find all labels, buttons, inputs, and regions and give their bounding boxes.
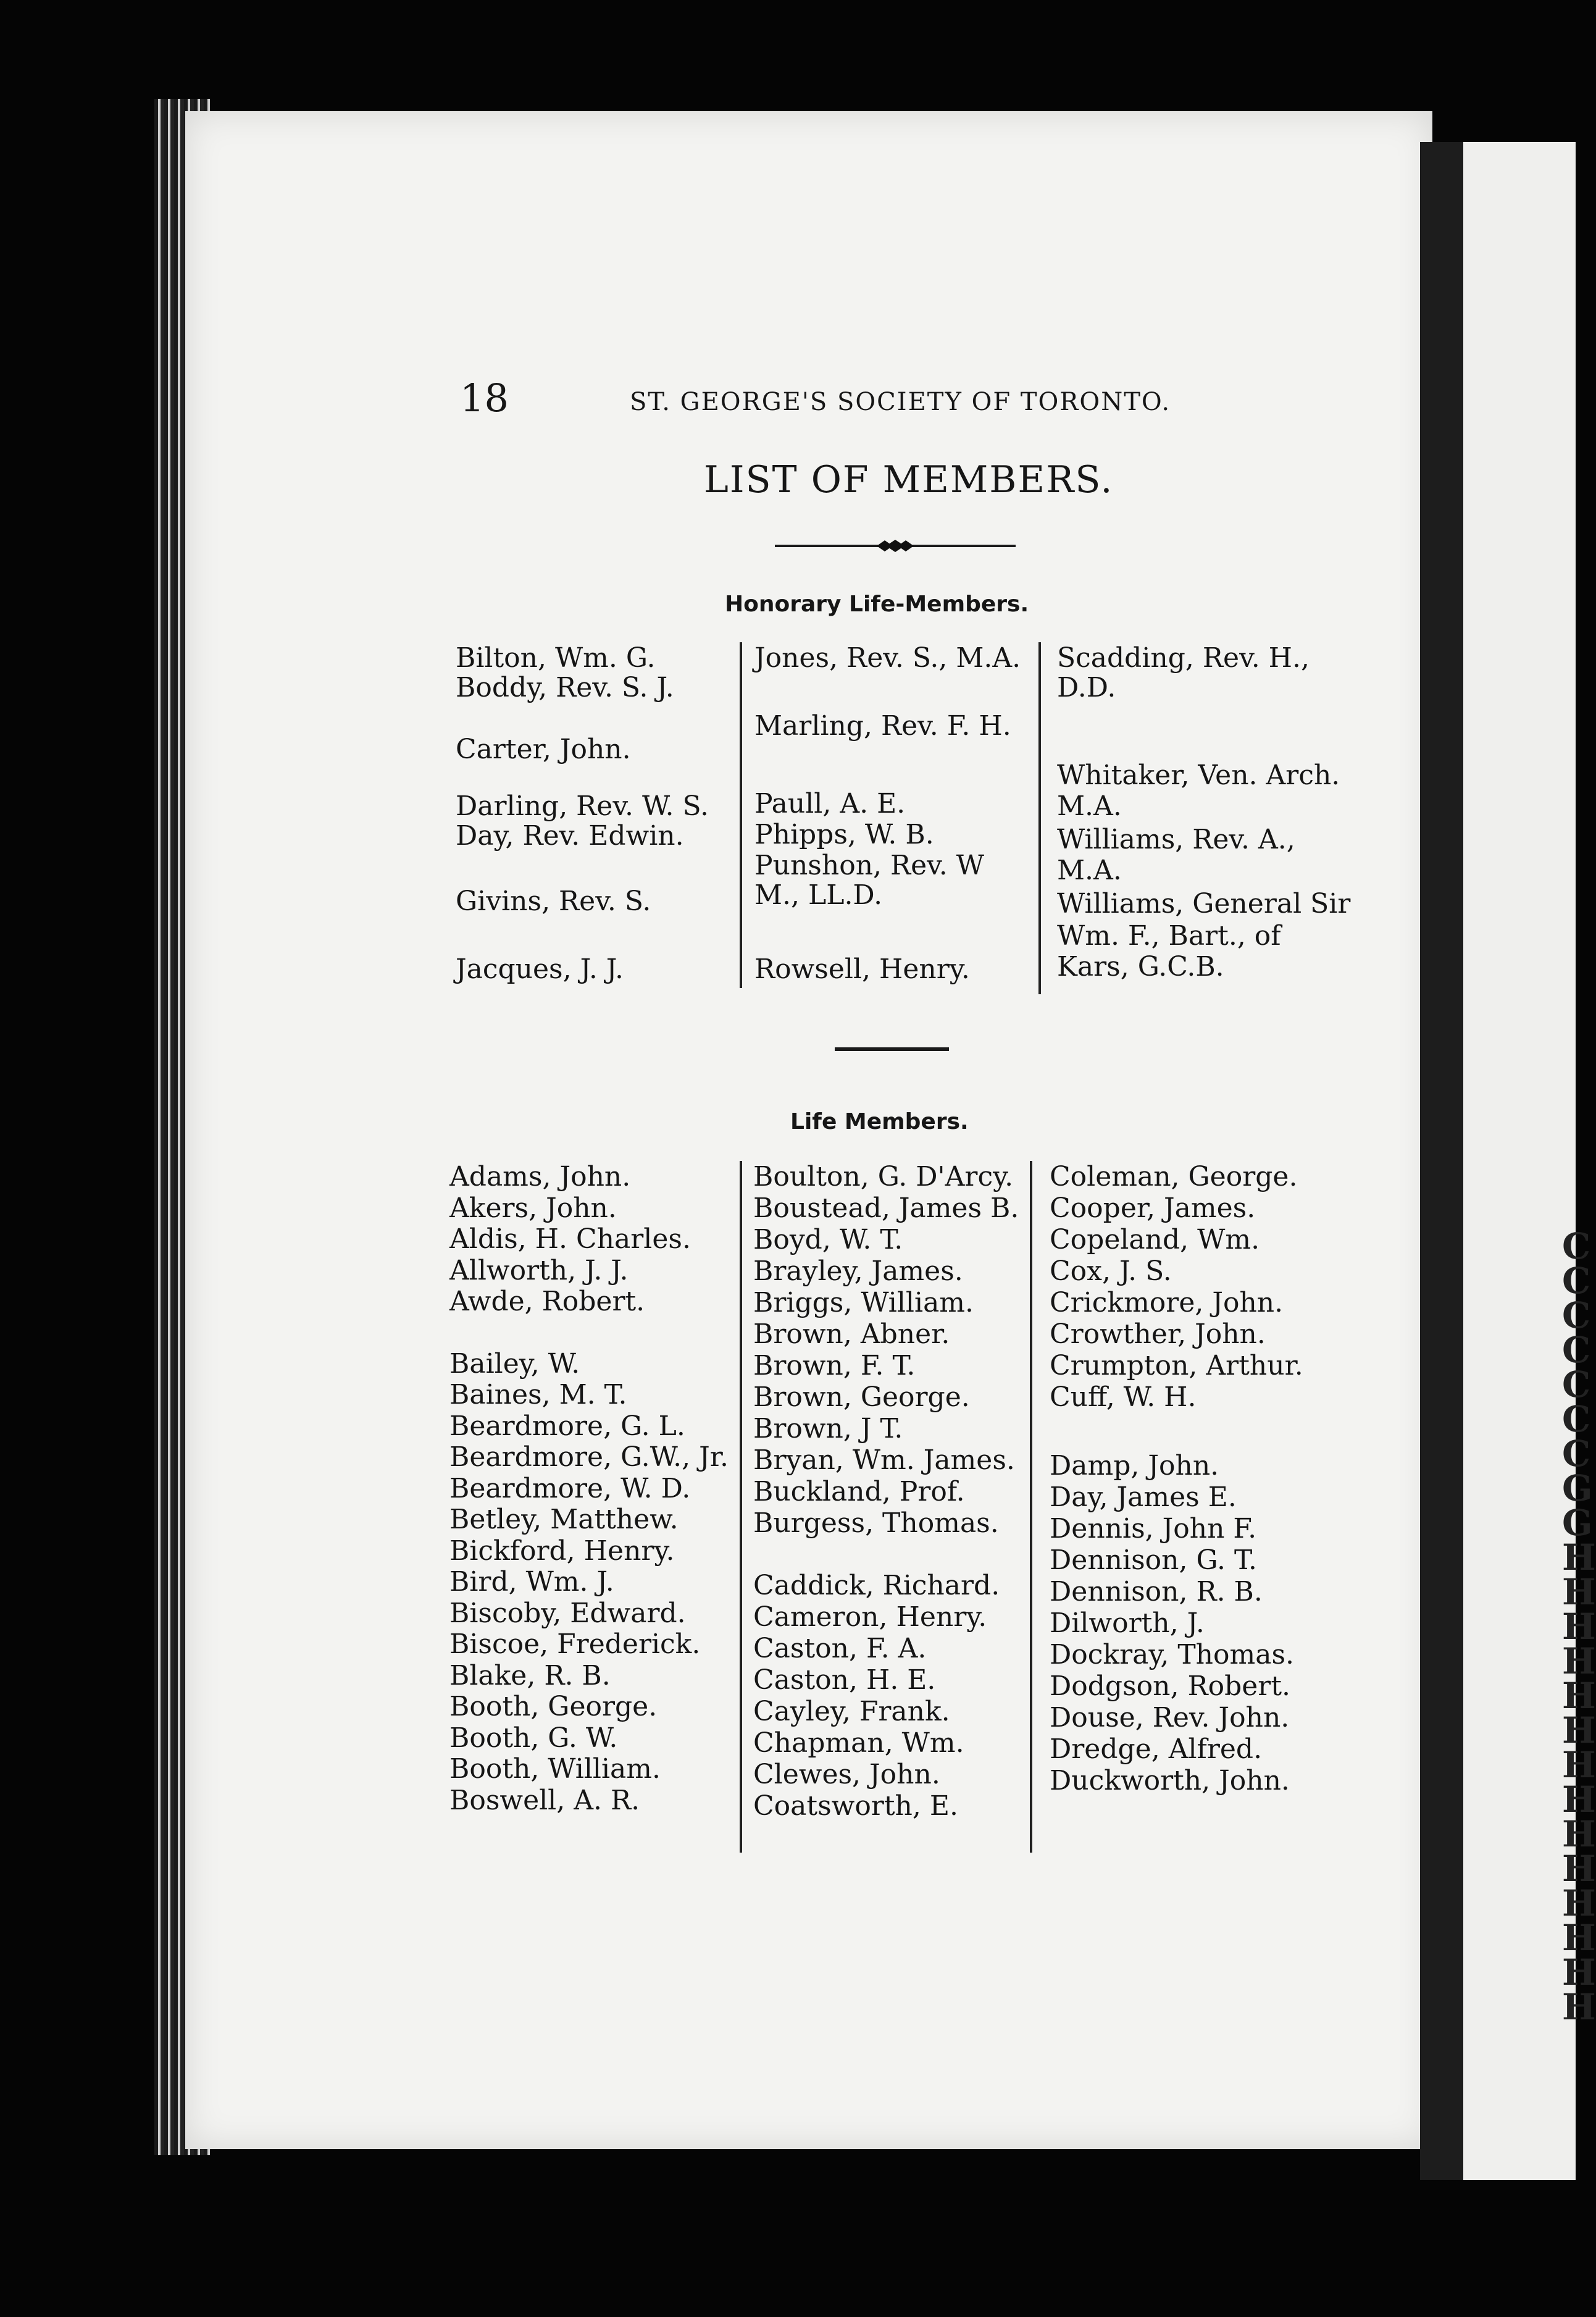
member-entry: Adams, John. (449, 1161, 631, 1192)
edge-letter: G (1562, 1502, 1593, 1544)
member-entry: Dockray, Thomas. (1050, 1639, 1295, 1670)
member-entry: Bryan, Wm. James. (753, 1444, 1015, 1476)
member-entry: Douse, Rev. John. (1050, 1702, 1290, 1733)
edge-letter: H (1562, 1882, 1596, 1924)
member-entry: Boulton, G. D'Arcy. (753, 1161, 1014, 1192)
member-entry: Beardmore, G. L. (449, 1410, 685, 1442)
page-title: LIST OF MEMBERS. (704, 458, 1114, 501)
member-entry: Akers, John. (449, 1192, 617, 1224)
life-heading: Life Members. (790, 1109, 969, 1134)
member-entry: Williams, Rev. A., (1057, 824, 1295, 855)
running-head: ST. GEORGE'S SOCIETY OF TORONTO. (630, 388, 1171, 416)
edge-letter: H (1562, 1606, 1596, 1648)
column-divider (740, 642, 742, 988)
member-entry: Burgess, Thomas. (753, 1507, 999, 1539)
member-entry: Bickford, Henry. (449, 1535, 675, 1567)
member-entry: Jacques, J. J. (456, 953, 624, 985)
member-entry: Brown, George. (753, 1381, 970, 1413)
member-entry: M., LL.D. (754, 879, 883, 911)
section-rule (835, 1047, 949, 1051)
member-entry: Jones, Rev. S., M.A. (754, 642, 1021, 674)
member-entry: Williams, General Sir (1057, 888, 1351, 920)
member-entry: Aldis, H. Charles. (449, 1223, 691, 1255)
member-entry: Rowsell, Henry. (754, 953, 970, 985)
edge-letter: C (1562, 1329, 1591, 1371)
edge-letter: H (1562, 1917, 1596, 1959)
member-entry: Biscoby, Edward. (449, 1597, 686, 1629)
edge-letter: H (1562, 1744, 1596, 1786)
member-entry: Brayley, James. (753, 1255, 963, 1287)
member-entry: Buckland, Prof. (753, 1476, 965, 1507)
member-entry: Day, Rev. Edwin. (456, 820, 684, 852)
edge-letter: H (1562, 1848, 1596, 1890)
member-entry: Caddick, Richard. (753, 1570, 1000, 1601)
member-entry: Dennison, R. B. (1050, 1576, 1263, 1607)
member-entry: Cox, J. S. (1050, 1255, 1172, 1287)
member-entry: Paull, A. E. (754, 788, 906, 819)
member-entry: Darling, Rev. W. S. (456, 790, 709, 822)
member-entry: Chapman, Wm. (753, 1727, 964, 1759)
book-gutter (1420, 142, 1463, 2180)
edge-letter: C (1562, 1294, 1591, 1336)
member-entry: M.A. (1057, 790, 1122, 822)
member-entry: Dredge, Alfred. (1050, 1733, 1263, 1765)
member-entry: Crumpton, Arthur. (1050, 1350, 1303, 1381)
member-entry: Booth, William. (449, 1753, 661, 1785)
title-ornament (775, 538, 1016, 553)
page-number: 18 (460, 375, 509, 421)
edge-letter: C (1562, 1260, 1591, 1302)
member-entry: Wm. F., Bart., of (1057, 920, 1281, 952)
member-entry: Beardmore, W. D. (449, 1472, 691, 1504)
member-entry: Bird, Wm. J. (449, 1566, 614, 1598)
member-entry: Dennis, John F. (1050, 1513, 1257, 1544)
edge-letter: H (1562, 1813, 1596, 1855)
edge-letter: H (1562, 1536, 1596, 1578)
member-entry: Booth, G. W. (449, 1722, 618, 1754)
member-entry: Booth, George. (449, 1691, 658, 1722)
member-entry: Betley, Matthew. (449, 1504, 679, 1535)
member-entry: Crickmore, John. (1050, 1287, 1284, 1318)
member-entry: Bilton, Wm. G. (456, 642, 656, 674)
member-entry: Boustead, James B. (753, 1192, 1019, 1224)
member-entry: M.A. (1057, 855, 1122, 886)
member-entry: Cameron, Henry. (753, 1601, 987, 1633)
edge-letter: H (1562, 1675, 1596, 1717)
member-entry: Boddy, Rev. S. J. (456, 672, 674, 703)
member-entry: Beardmore, G.W., Jr. (449, 1441, 729, 1473)
member-entry: Carter, John. (456, 734, 631, 765)
member-entry: Dilworth, J. (1050, 1607, 1205, 1639)
member-entry: Boswell, A. R. (449, 1784, 640, 1816)
member-entry: Briggs, William. (753, 1287, 974, 1318)
member-entry: Biscoe, Frederick. (449, 1628, 701, 1660)
member-entry: Copeland, Wm. (1050, 1224, 1260, 1255)
member-entry: Allworth, J. J. (449, 1254, 629, 1286)
edge-letter: C (1562, 1398, 1591, 1440)
member-entry: Givins, Rev. S. (456, 886, 651, 917)
member-entry: Awde, Robert. (449, 1286, 645, 1317)
member-entry: Cuff, W. H. (1050, 1381, 1197, 1413)
column-divider (1038, 642, 1041, 994)
edge-letter: H (1562, 1986, 1596, 2028)
member-entry: Coleman, George. (1050, 1161, 1298, 1192)
member-entry: Punshon, Rev. W (754, 850, 985, 881)
member-entry: Day, James E. (1050, 1481, 1237, 1513)
member-entry: Dodgson, Robert. (1050, 1670, 1291, 1702)
member-entry: Caston, F. A. (753, 1633, 927, 1664)
member-entry: Blake, R. B. (449, 1659, 611, 1691)
member-entry: Whitaker, Ven. Arch. (1057, 760, 1340, 791)
edge-letter: G (1562, 1467, 1593, 1509)
member-entry: Bailey, W. (449, 1347, 580, 1380)
edge-letter: C (1562, 1364, 1591, 1406)
column-divider (1030, 1161, 1032, 1853)
edge-letter: H (1562, 1640, 1596, 1682)
member-entry: Cooper, James. (1050, 1192, 1256, 1224)
member-entry: Coatsworth, E. (753, 1790, 958, 1822)
member-entry: Clewes, John. (753, 1759, 940, 1790)
edge-letter: H (1562, 1709, 1596, 1751)
member-entry: Damp, John. (1050, 1450, 1219, 1481)
member-entry: Cayley, Frank. (753, 1696, 950, 1727)
column-divider (740, 1161, 742, 1853)
member-entry: Marling, Rev. F. H. (754, 710, 1011, 742)
member-entry: Boyd, W. T. (753, 1224, 903, 1255)
member-entry: Caston, H. E. (753, 1664, 936, 1696)
member-entry: Brown, J T. (753, 1413, 903, 1444)
edge-letter: C (1562, 1433, 1591, 1475)
next-page-edge (1463, 142, 1596, 2180)
next-page-letters (1562, 1225, 1596, 2028)
member-entry: Crowther, John. (1050, 1318, 1266, 1350)
member-entry: Brown, F. T. (753, 1350, 916, 1381)
member-entry: Duckworth, John. (1050, 1765, 1290, 1796)
member-entry: Phipps, W. B. (754, 819, 934, 850)
edge-letter: H (1562, 1571, 1596, 1613)
member-entry: Kars, G.C.B. (1057, 951, 1224, 983)
member-entry: Dennison, G. T. (1050, 1544, 1257, 1576)
honorary-heading: Honorary Life-Members. (725, 592, 1029, 617)
edge-letter: H (1562, 1779, 1596, 1820)
edge-letter: C (1562, 1225, 1591, 1267)
edge-letter: H (1562, 1951, 1596, 1993)
member-entry: Baines, M. T. (449, 1379, 627, 1410)
member-entry: D.D. (1057, 672, 1116, 703)
member-entry: Scadding, Rev. H., (1057, 642, 1310, 674)
member-entry: Brown, Abner. (753, 1318, 950, 1350)
